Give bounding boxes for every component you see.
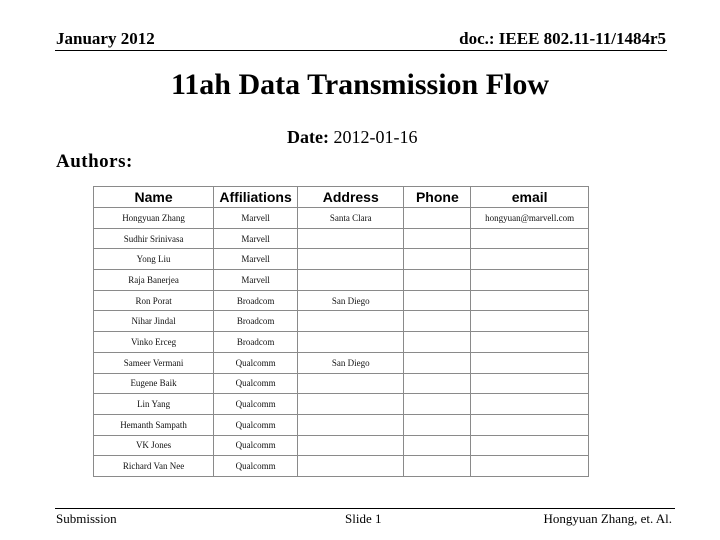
cell-address [298,373,404,394]
authors-table [93,186,589,477]
cell-address [298,311,404,332]
table-row [94,373,589,394]
date-line [287,127,417,148]
cell-phone [404,435,471,456]
date-value: 2012-01-16 [333,127,418,147]
table-row [94,435,589,456]
cell-phone [404,456,471,477]
cell-phone [404,373,471,394]
footer-slide-number: Slide 1 [345,511,382,526]
cell-email: hongyuan@marvell.com [471,208,589,229]
cell-address: San Diego [298,290,404,311]
cell-affiliation: Qualcomm [214,456,298,477]
cell-phone [404,228,471,249]
cell-phone [404,332,471,353]
cell-address [298,228,404,249]
cell-name: Eugene Baik [94,373,214,394]
cell-affiliation: Qualcomm [214,373,298,394]
cell-address [298,435,404,456]
cell-address [298,332,404,353]
table-row [94,270,589,291]
table-header-row [94,187,589,208]
cell-affiliation: Marvell [214,228,298,249]
footer-author: Hongyuan Zhang, et. Al. [543,511,672,526]
cell-name: Lin Yang [94,394,214,415]
cell-address [298,394,404,415]
cell-phone [404,208,471,229]
footer-submission: Submission [56,511,117,526]
cell-phone [404,414,471,435]
cell-name: VK Jones [94,435,214,456]
cell-affiliation: Marvell [214,270,298,291]
cell-phone [404,249,471,270]
table-row [94,290,589,311]
cell-name: Ron Porat [94,290,214,311]
authors-heading: Authors: [56,151,133,172]
cell-email [471,270,589,291]
cell-email [471,373,589,394]
col-header-phone: Phone [404,187,471,208]
cell-name: Nihar Jindal [94,311,214,332]
table-row [94,249,589,270]
slide-title: 11ah Data Transmission Flow [170,68,550,101]
cell-affiliation: Marvell [214,208,298,229]
cell-address: Santa Clara [298,208,404,229]
cell-email [471,332,589,353]
cell-email [471,352,589,373]
col-header-affiliations: Affiliations [214,187,298,208]
cell-affiliation: Qualcomm [214,394,298,415]
cell-phone [404,290,471,311]
cell-name: Raja Banerjea [94,270,214,291]
cell-email [471,290,589,311]
cell-phone [404,394,471,415]
cell-name: Richard Van Nee [94,456,214,477]
cell-affiliation: Broadcom [214,311,298,332]
cell-address: San Diego [298,352,404,373]
cell-address [298,456,404,477]
cell-phone [404,352,471,373]
cell-email [471,435,589,456]
col-header-address: Address [298,187,404,208]
table-row [94,311,589,332]
cell-address [298,414,404,435]
header-doc-id: doc.: IEEE 802.11-11/1484r5 [459,29,666,48]
cell-email [471,456,589,477]
cell-name: Sameer Vermani [94,352,214,373]
cell-name: Hongyuan Zhang [94,208,214,229]
cell-email [471,249,589,270]
table-row [94,394,589,415]
cell-affiliation: Qualcomm [214,414,298,435]
cell-email [471,228,589,249]
cell-name: Hemanth Sampath [94,414,214,435]
cell-name: Vinko Erceg [94,332,214,353]
date-label: Date: [287,127,329,147]
cell-phone [404,270,471,291]
cell-affiliation: Qualcomm [214,435,298,456]
col-header-email: email [471,187,589,208]
footer-divider [55,508,675,509]
cell-phone [404,311,471,332]
cell-address [298,249,404,270]
header-divider [55,50,667,51]
cell-email [471,414,589,435]
cell-email [471,311,589,332]
cell-affiliation: Broadcom [214,290,298,311]
cell-affiliation: Qualcomm [214,352,298,373]
table-row [94,228,589,249]
table-row [94,208,589,229]
header-date: January 2012 [56,29,155,48]
cell-address [298,270,404,291]
cell-affiliation: Broadcom [214,332,298,353]
cell-name: Sudhir Srinivasa [94,228,214,249]
cell-email [471,394,589,415]
table-row [94,332,589,353]
col-header-name: Name [94,187,214,208]
table-row [94,414,589,435]
cell-affiliation: Marvell [214,249,298,270]
cell-name: Yong Liu [94,249,214,270]
table-row [94,352,589,373]
table-row [94,456,589,477]
